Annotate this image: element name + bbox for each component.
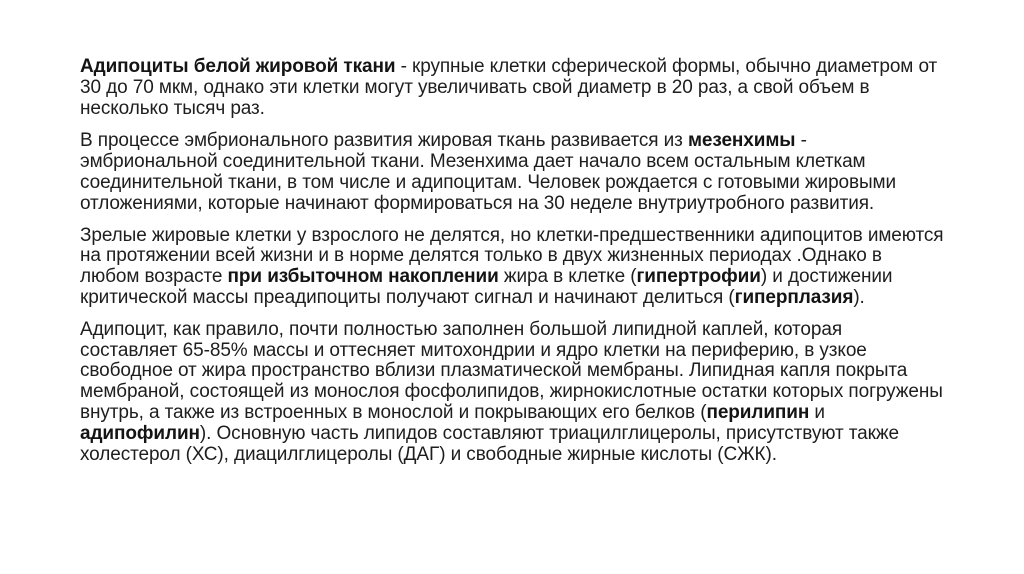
paragraph-text: - крупные клетки сферической формы, обычно диаметром от 30 до 70 мкм, однако эти клетки могут увеличивать свой диаметр в 20 раз, а свой объем в несколько тысяч раз. [80,56,938,119]
paragraph-text: - эмбриональной соединительной ткани. Мезенхима дает начало всем остальным клеткам соединительной ткани, в том числе и адипоцитам. Человек рождается с готовыми жировыми отложениями, которые начинают формироваться на 30 неделе внутриутробного развития. [80,130,897,214]
term-hypertrophy: гипертрофии [636,266,761,288]
paragraph-text: ). Основную часть липидов составляют триацилглицеролы, присутствуют также холестерол (ХС), диацилглицеролы (ДАГ) и свободные жирные кислоты (СЖК). [80,422,899,465]
term-adipophilin: адипофилин [80,422,200,444]
paragraph-text: Зрелые жировые клетки у взрослого не делятся, но клетки-предшественники адипоцитов имеются на протяжении всей жизни и в норме делятся только в двух жизненных периодах .Однако в любом возрасте [80,224,944,288]
term-perilipin: перилипин [706,401,810,423]
paragraph-embryonic-development [80,131,944,214]
paragraph-adipocytes-definition [80,57,944,119]
term-mesenchyme: мезенхимы [687,130,796,152]
paragraph-cell-division [80,226,944,309]
paragraph-text: Адипоцит, как правило, почти полностью заполнен большой липидной каплей, которая составляет 65-85% массы и оттесняет митохондрии и ядро клетки на периферию, в узкое свободное от жира пространство вблизи плазматической мембраны. Липидная капля покрыта мембраной, состоящей из монослоя фосфолипидов, жирнокислотные остатки которых погружены внутрь, а также из встроенных в монослой и покрывающих его белков ( [80,318,943,423]
term-white-fat-adipocytes: Адипоциты белой жировой ткани [80,56,396,77]
paragraph-text: жира в клетке ( [498,266,637,288]
paragraph-lipid-droplet [80,320,944,466]
paragraph-text: ). [853,286,865,308]
paragraph-text: и [809,401,825,423]
term-excess-accumulation: при избыточном накоплении [227,266,499,288]
term-hyperplasia: гиперплазия [734,286,854,308]
paragraph-text: ) и достижении критической массы преадипоциты получают сигнал и начинают делиться ( [80,266,893,308]
paragraph-text: В процессе эмбрионального развития жировая ткань развивается из [80,130,688,152]
